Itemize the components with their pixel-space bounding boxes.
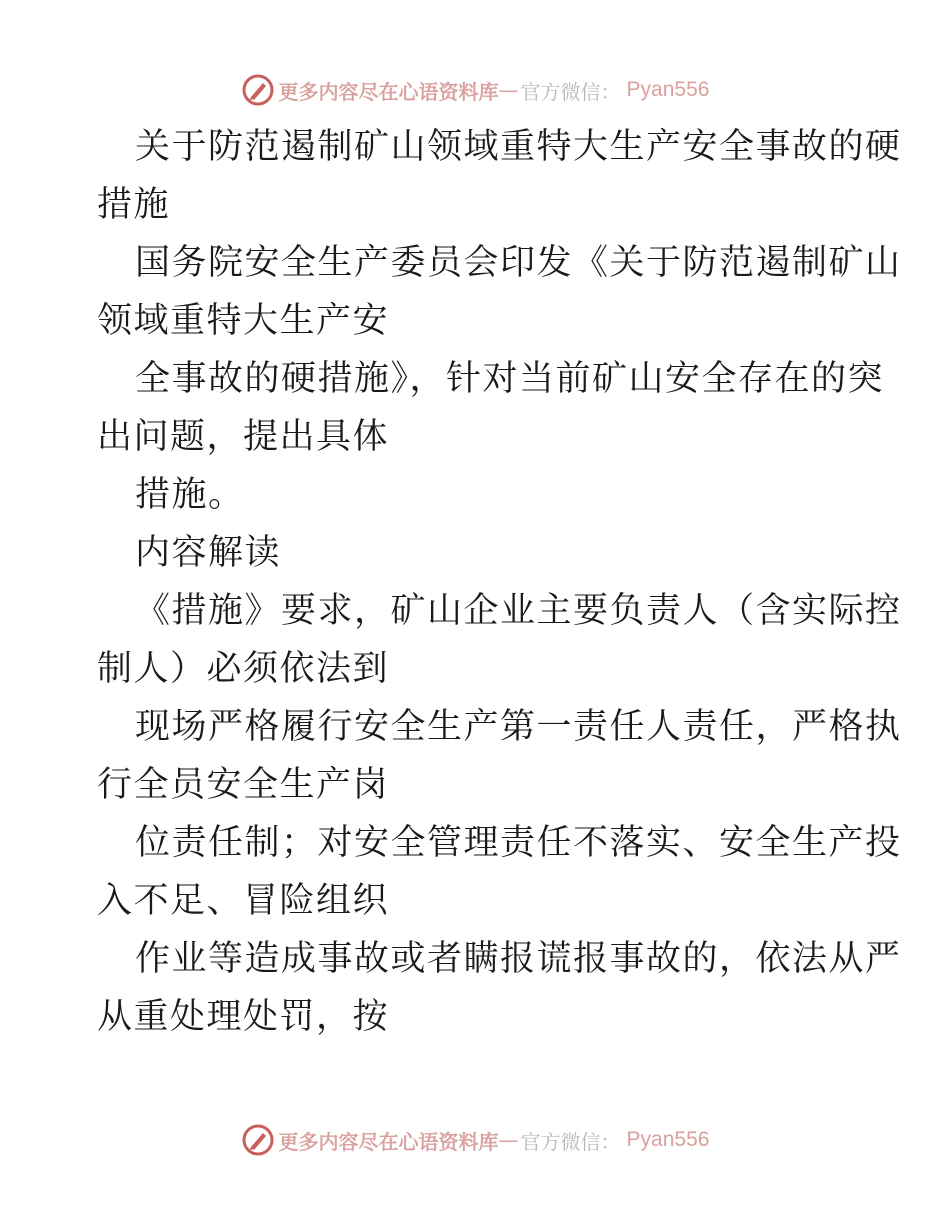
text-line: 《措施》要求，矿山企业主要负责人（含实际控	[135, 591, 902, 631]
text-line: 国务院安全生产委员会印发《关于防范遏制矿山	[135, 243, 902, 283]
text-line: 全事故的硬措施》，针对当前矿山安全存在的突	[135, 359, 885, 399]
text-line: 措施。	[135, 475, 245, 515]
text-line: 关于防范遏制矿山领域重特大生产安全事故的硬	[135, 127, 902, 167]
text-line: 出问题，提出具体	[97, 417, 390, 457]
watermark-label: 官方微信：	[520, 1129, 621, 1154]
text-line: 内容解读	[135, 533, 282, 573]
watermark-name: 更多内容尽在心语资料库	[278, 79, 499, 104]
text-line: 从重处理处罚，按	[97, 997, 390, 1037]
pen-logo-icon	[241, 73, 275, 107]
watermark-id: Pyan556	[626, 78, 710, 101]
text-line: 位责任制；对安全管理责任不落实、安全生产投	[135, 823, 902, 863]
watermark-dash: —	[498, 78, 519, 102]
watermark-id: Pyan556	[626, 1128, 710, 1151]
header-watermark	[0, 70, 950, 110]
watermark-label: 官方微信：	[520, 79, 621, 104]
text-line: 入不足、冒险组织	[97, 881, 390, 921]
document-body	[97, 118, 902, 1046]
text-line: 措施	[97, 185, 171, 225]
footer-watermark	[0, 1120, 950, 1160]
pen-logo-icon	[241, 1123, 275, 1157]
watermark-dash: —	[498, 1128, 519, 1152]
text-line: 作业等造成事故或者瞒报谎报事故的，依法从严	[135, 939, 902, 979]
text-line: 领域重特大生产安	[97, 301, 390, 341]
watermark-name: 更多内容尽在心语资料库	[278, 1129, 499, 1154]
text-line: 行全员安全生产岗	[97, 765, 390, 805]
text-line: 制人）必须依法到	[97, 649, 390, 689]
text-line: 现场严格履行安全生产第一责任人责任，严格执	[135, 707, 902, 747]
